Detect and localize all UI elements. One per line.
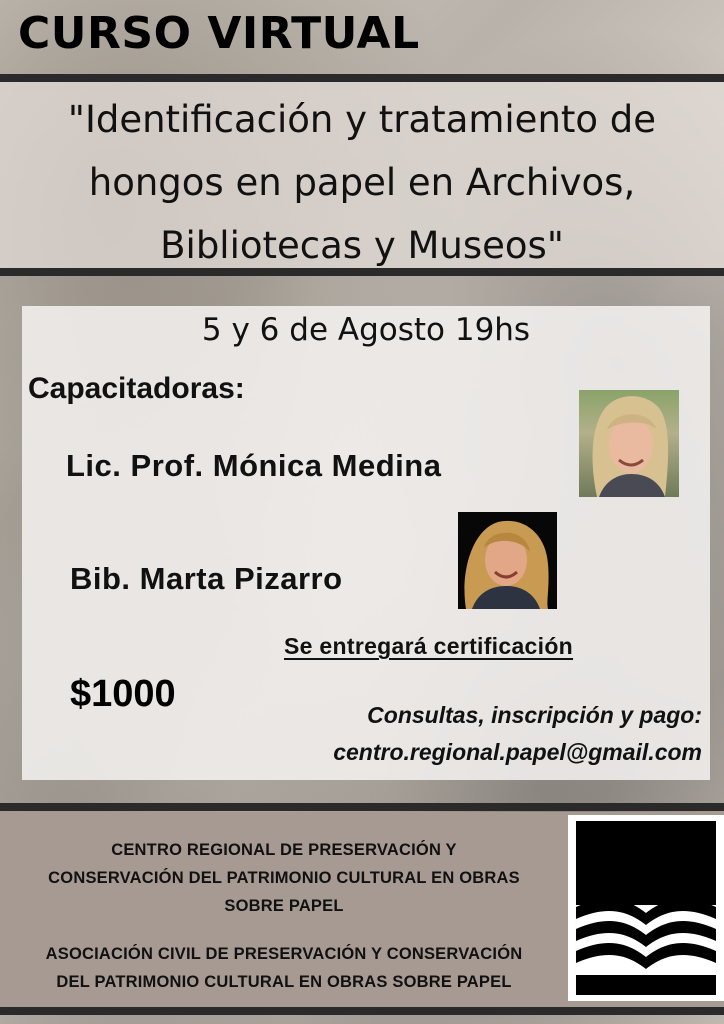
portrait-icon [579, 390, 679, 497]
course-name-line-2: hongos en papel en Archivos, [88, 161, 636, 204]
contact-block [240, 697, 702, 771]
open-book-logo-icon [568, 815, 724, 1001]
divider-footer-bottom [0, 1007, 724, 1015]
trainer-photo-2 [458, 512, 557, 609]
divider-top [0, 74, 724, 82]
org1-line-3: SOBRE PAPEL [224, 897, 344, 915]
org1-line-1: CENTRO REGIONAL DE PRESERVACIÓN Y [111, 841, 457, 859]
inquiries-label: Consultas, inscripción y pago: [367, 702, 702, 728]
portrait-icon [458, 512, 557, 609]
organization-logo [568, 815, 724, 1001]
contact-email: centro.regional.papel@gmail.com [333, 739, 702, 765]
divider-footer-top [0, 803, 724, 811]
org2-line-1: ASOCIACIÓN CIVIL DE PRESERVACIÓN Y CONSERVACIÓN [45, 945, 523, 963]
organization-name-2 [6, 940, 562, 996]
course-dates: 5 y 6 de Agosto 19hs [201, 312, 531, 348]
course-price: $1000 [70, 673, 176, 715]
trainers-heading: Capacitadoras: [28, 372, 245, 405]
divider-course [0, 268, 724, 276]
course-name-line-3: Bibliotecas y Museos" [160, 224, 564, 267]
trainer-name-2: Bib. Marta Pizarro [70, 561, 343, 596]
page-title: CURSO VIRTUAL [18, 8, 420, 59]
course-name-line-1: "Identificación y tratamiento de [67, 98, 657, 141]
trainer-photo-1 [579, 390, 679, 497]
org1-line-2: CONSERVACIÓN DEL PATRIMONIO CULTURAL EN OBRAS [48, 869, 520, 887]
trainer-name-1: Lic. Prof. Mónica Medina [66, 448, 442, 483]
course-name [0, 88, 724, 277]
organization-name-1 [6, 836, 562, 920]
org2-line-2: DEL PATRIMONIO CULTURAL EN OBRAS SOBRE PAPEL [56, 973, 512, 991]
certification-note: Se entregará certificación [284, 633, 574, 659]
